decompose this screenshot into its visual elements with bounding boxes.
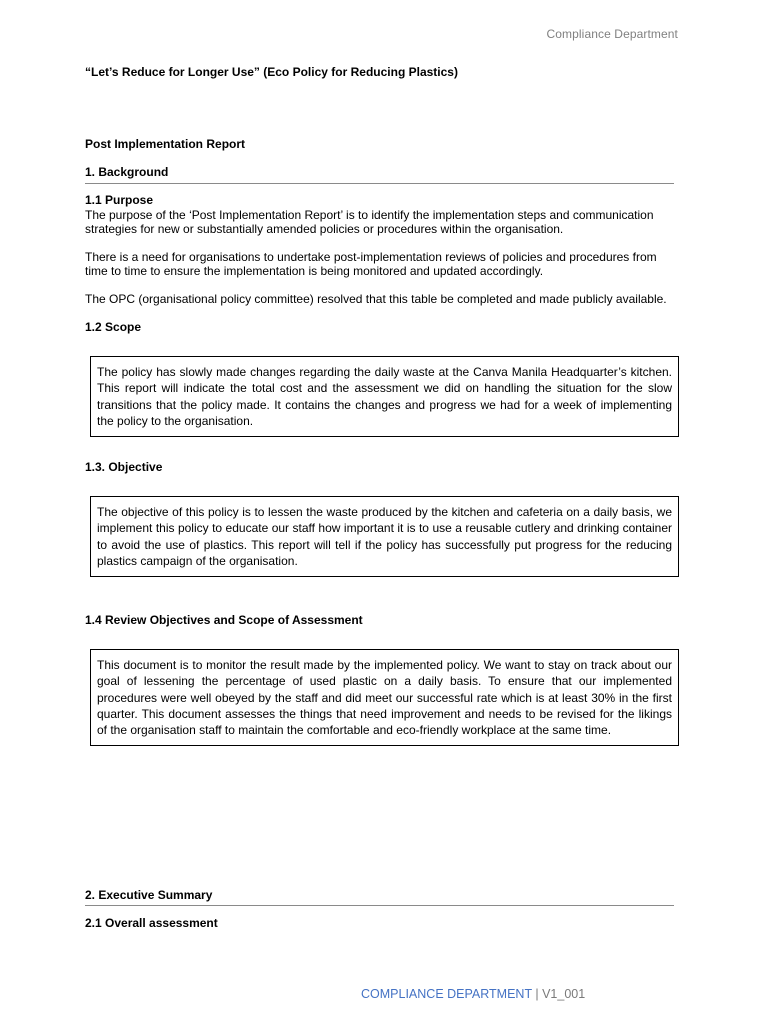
footer-separator: | — [531, 987, 543, 1001]
subheading-overall-assessment: 2.1 Overall assessment — [85, 916, 218, 930]
subheading-objective: 1.3. Objective — [85, 460, 163, 474]
section-heading-executive-summary: 2. Executive Summary — [85, 888, 213, 902]
subheading-scope: 1.2 Scope — [85, 320, 142, 334]
report-title: Post Implementation Report — [85, 137, 246, 151]
page-footer — [361, 987, 585, 1001]
section-divider — [85, 905, 674, 906]
section-divider — [85, 183, 674, 184]
header-department: Compliance Department — [546, 27, 678, 41]
purpose-paragraph-3: The OPC (organisational policy committee) resolved that this table be completed and made publicly available. — [85, 292, 667, 306]
scope-box: The policy has slowly made changes regarding the daily waste at the Canva Manila Headquarter’s kitchen. This report will indicate the total cost and the assessment we did on handling the situation for the slow transitions that the policy made. It contains the changes and progress we had for a week of implementing the policy to the organisation. — [90, 356, 679, 437]
objective-box: The objective of this policy is to lessen the waste produced by the kitchen and cafeteria on a daily basis, we implement this policy to educate our staff how important it is to use a reusable cutlery and drinking container to avoid the use of plastics. This report will tell if the policy has successfully put progress for the reducing plastics campaign of the organisation. — [90, 496, 679, 577]
footer-department: COMPLIANCE DEPARTMENT — [361, 987, 532, 1001]
subheading-review: 1.4 Review Objectives and Scope of Assessment — [85, 613, 363, 627]
purpose-paragraph-2: There is a need for organisations to undertake post-implementation reviews of policies and procedures from time to time to ensure the implementation is being monitored and updated accordingly. — [85, 250, 657, 278]
footer-version: V1_001 — [542, 987, 586, 1001]
review-box: This document is to monitor the result made by the implemented policy. We want to stay on track about our goal of lessening the percentage of used plastic on a daily basis. To ensure that our implemented procedures were well obeyed by the staff and did meet our successful rate which is at least 30% in the first quarter. This document assesses the things that need improvement and needs to be revised for the likings of the organisation staff to maintain the comfortable and eco-friendly workplace at the same time. — [90, 649, 679, 746]
purpose-paragraph-1: The purpose of the ‘Post Implementation Report’ is to identify the implementation steps and communication strategies for new or substantially amended policies or procedures within the organisation. — [85, 208, 654, 236]
section-heading-background: 1. Background — [85, 165, 169, 179]
subheading-purpose: 1.1 Purpose — [85, 193, 154, 207]
document-title: “Let’s Reduce for Longer Use” (Eco Policy for Reducing Plastics) — [85, 65, 458, 79]
